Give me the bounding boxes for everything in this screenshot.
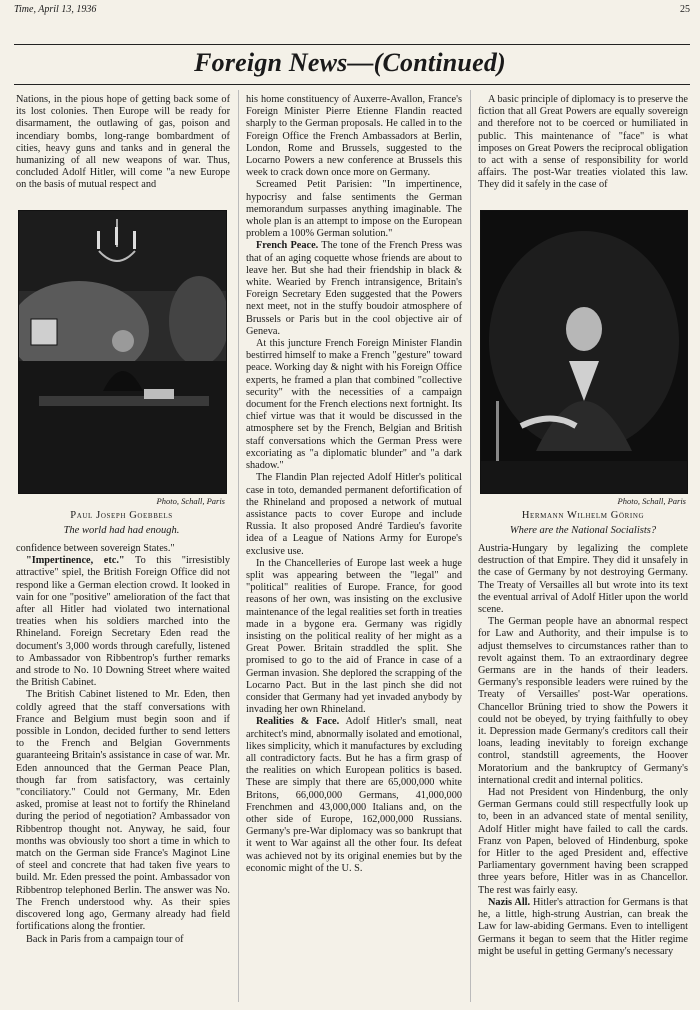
paragraph-text: At this juncture French Foreign Minister Flandin bestirred himself to make a French "gesture" toward peace. Working day & night with his Foreign Office experts, he framed a plan that combined "collective security" with the necessities of a campaign document for the French elections next fortnight. Its chief virtue was that it would be discussed in the atmosphere set by the French, Belgian and British staff conversations which the German Press were excoriating as "a diplomatic blunder" and "a dark shadow." [246, 338, 462, 472]
paragraph [246, 558, 462, 717]
running-head [14, 4, 690, 20]
issue-date: Time, April 13, 1936 [14, 4, 97, 15]
photo-caption: The world had had enough. [63, 525, 180, 536]
paragraph-text: confidence between sovereign States." [16, 543, 175, 554]
paragraph-text: The British Cabinet listened to Mr. Eden, then coldly agreed that the staff conversations with France and Belgium must begin soon and if possible in London, decided further to send letters to the French and Belgian Governments guaranteeing Britain's assistance in case of war. Mr. Eden announced that the German Peace Plan, though far from satisfactory, was certainly "conciliatory." Could not Germany, Mr. Eden asked, promise at least not to fortify the Rhineland during the period of negotiation? Ambassador von Ribbentrop thought not. Anyway, he said, four months was obviously too short a time in which to match on the German side France's Maginot Line of steel and concrete that had taken five years to build. Mr. Eden pressed the point. Ambassador von Ribbentrop telephoned Berlin. The answer was No. The French understood why. As their spies discovered long ago, Germany already had field fortifications along the frontier. [16, 689, 230, 933]
paragraph-text: Screamed Petit Parisien: "In impertinence, hypocrisy and false sentiments the German memorandum surpasses anything imaginable. The whole plan is an attempt to impose on the European problem a 100% German solution." [246, 179, 462, 240]
paragraph [16, 94, 230, 192]
photo-goering [480, 210, 688, 494]
paragraph-text: Had not President von Hindenburg, the only German Germans could still respectfully look up to, been in an advanced state of mental senility, Adolf Hitler might have failed to call the cards. Franz von Papen, beloved of Hindenburg, spoke for Hitler to the aged President and, effective Parliamentary government having been scrapped three years before, Hitler was in as Chancellor. The rest was fairly easy. [478, 787, 688, 896]
column-divider [238, 90, 239, 1002]
paragraph [478, 787, 688, 897]
goebbels-photo-image [19, 211, 226, 493]
column-divider [470, 90, 471, 1002]
paragraph-text: The German people have an abnormal respect for Law and Authority, and their impulse is to adjust themselves to circumstances rather than to revolt against them. To an extraordinary degree Germans are in the hands of their leaders. Germany's responsible leaders were ruined by the Treaty of Versailles' post-War operations. Chancellor Brüning tried to show the Powers it could not be obeyed, by trying faithfully to obey it. Depression made Germany's creditors call their loans, leading inevitably to foreign exchange control, standstill agreements, the Hoover Moratorium and the bankruptcy of Germany's international credit and internal politics. [478, 616, 688, 786]
paragraph-text: In the Chancelleries of Europe last week a huge split was appearing between the "legal" and "political" realities of Europe. France, for good reasons of her own, was insisting on the exclusive maintenance of the legal realities set forth in treaties made in a bygone era. Germany was rigidly insisting on the political reality of her might as a Great Power. Britain straddled the split. She promised to go to the aid of France in case of a German invasion. She deplored the scrapping of the Locarno Pact. But in the last pinch she did not consider that Germany had yet invaded anybody by invading her own Rhineland. [246, 557, 462, 716]
title-rule [14, 84, 690, 85]
paragraph-text: Austria-Hungary by legalizing the complete destruction of that Empire. They did it unsafely in the case of Germany by not destroying Germany. The Treaty of Versailles all but wrote into its text the eventual arrival of Adolf Hitler upon the world scene. [478, 543, 688, 616]
column-left-top [16, 94, 230, 192]
paragraph [246, 472, 462, 557]
paragraph [246, 338, 462, 472]
paragraph-text: The Flandin Plan rejected Adolf Hitler's political case in toto, demanded permanent defortification of the Rhineland and proposed a network of mutual assistance pacts to cover Europe and include Russia. It also proposed André Tardieu's favorite idea of a League of Nations Army for Europe's exclusive use. [246, 472, 462, 557]
subhead: Realities & Face. [256, 716, 340, 728]
column-right-bottom [478, 543, 688, 958]
paragraph [246, 240, 462, 338]
column-right-top [478, 94, 688, 192]
subhead: Nazis All. [488, 896, 531, 908]
photo-name: Paul Joseph Goebbels [70, 510, 173, 521]
column-left-bottom [16, 543, 230, 946]
paragraph-text: his home constituency of Auxerre-Avallon, France's Foreign Minister Pierre Etienne Flandin reacted sharply to the German proposals. He called in to the Foreign Office the French Ambassadors at Berlin, London, Rome and Brussels, suggested to the Locarno Powers a new conference at Brussels this week to crack down once more on Germany. [246, 94, 462, 179]
photo-caption: Where are the National Socialists? [509, 525, 657, 536]
paragraph [16, 689, 230, 933]
paragraph-text: Back in Paris from a campaign tour of [26, 933, 184, 945]
paragraph-text: Nations, in the pious hope of getting back some of its lost colonies. Then Europe will be ready for disarmament, the outlawing of gas, poison and incendiary bombs, long-range bombardment of cities, heavy guns and tanks and in general the humanizing of all new weapons of war. Thus, concluded Adolf Hitler, will come "a new Europe on the basis of mutual respect and [16, 94, 230, 191]
photo-credit: Photo, Schall, Paris [617, 496, 686, 506]
paragraph [246, 94, 462, 179]
goering-photo-image [481, 211, 687, 493]
subhead: "Impertinence, etc." [26, 555, 125, 567]
paragraph [16, 934, 230, 946]
paragraph-text: To this "irresistibly attractive" spiel, the British Foreign Office did not respond like a German election crowd. It looked in vain for one "positive" amelioration of the fact that after all Hitler had violated two international treaties when his soldiers marched into the Rhineland. Foreign Secretary Eden read the document's 3,000 words through carefully, listened to Ambassador von Ribbentrop's further remarks and strode to No. 10 Downing Street where waited the British Cabinet. [16, 555, 230, 689]
paragraph [246, 716, 462, 875]
section-title: Foreign News—(Continued) [194, 48, 506, 77]
paragraph [478, 94, 688, 192]
photo-name: Hermann Wilhelm Göring [521, 510, 645, 521]
paragraph-text: A basic principle of diplomacy is to preserve the fiction that all Great Powers are equally sovereign and therefore not to be coerced or humiliated in public. This maintenance of "face" is what imposes on Great Powers the reciprocal obligation to act with a sense of responsibility for world affairs. The post-War treaties violated this law. They did it safely in the case of [478, 94, 688, 191]
paragraph [16, 555, 230, 689]
paragraph [478, 543, 688, 616]
paragraph [16, 543, 230, 555]
top-rule [14, 44, 690, 45]
paragraph [246, 179, 462, 240]
photo-credit: Photo, Schall, Paris [156, 496, 225, 506]
photo-goebbels [18, 210, 227, 494]
paragraph [478, 616, 688, 787]
page-number: 25 [680, 4, 690, 15]
paragraph-text: Hitler's attraction for Germans is that he, a little, high-strung Austrian, can break the Law for law-abiding Germans. Even to intelligent Germans it began to seem that the Hitler regime might be useful in getting Germany's necessary [478, 896, 688, 957]
paragraph [478, 897, 688, 958]
column-middle [246, 94, 462, 875]
paragraph-text: The tone of the French Press was that of an aging coquette whose friends are about to leave her. But she had their friendship in black & white. Wearied by French intransigence, Britain's Foreign Secretary Eden suggested that the Powers next meet, not in the stuffy boudoir atmosphere of Brussels or Paris but in the cool objective air of Geneva. [246, 240, 462, 337]
paragraph-text: Adolf Hitler's small, neat architect's mind, abnormally isolated and emotional, likes simplicity, which it manufactures by excluding all contradictory facts. But he has a firm grasp of the realities on which European politics is based. These are simply that there are 65,000,000 white Britons, 66,000,000 Germans, 41,000,000 Frenchmen and 43,000,000 Italians and, on the other side of Europe, 162,000,000 Russians. Germany's pre-War diplomacy was so bankrupt that it went to War against all the other four. Its defeat was achieved not by its original enemies but by the economic might of the U. S. [246, 716, 463, 874]
subhead: French Peace. [256, 240, 319, 252]
